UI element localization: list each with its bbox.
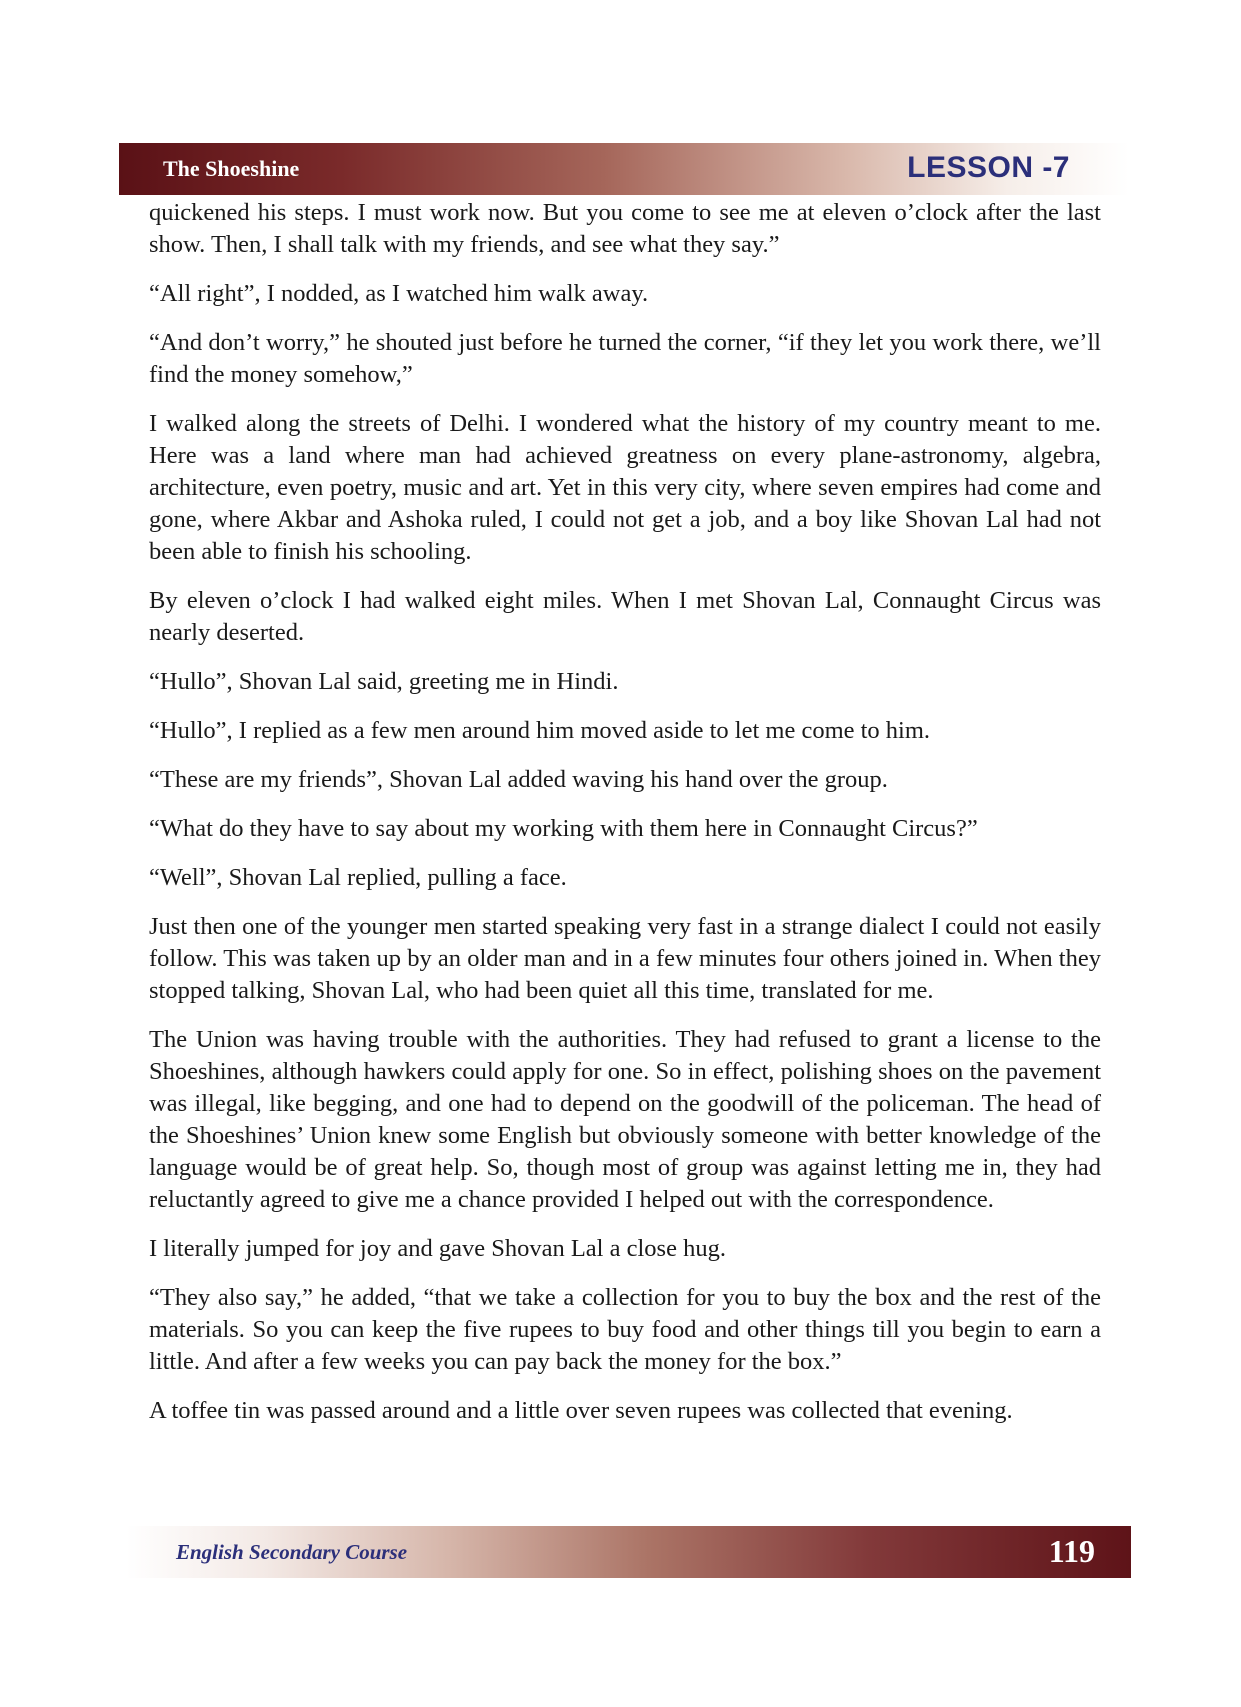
paragraph: I walked along the streets of Delhi. I wondered what the history of my country meant to me. Here was a land where man had achieved greatness on every plane-astronomy, algebra, architecture, even poetry, music and art. Yet in this very city, where seven empires had come and gone, where Akbar and Ashoka ruled, I could not get a job, and a boy like Shovan Lal had not been able to finish his schooling. — [149, 410, 1101, 565]
paragraph: “Well”, Shovan Lal replied, pulling a face. — [149, 864, 567, 891]
paragraph: “Hullo”, Shovan Lal said, greeting me in Hindi. — [149, 668, 619, 695]
paragraph: I literally jumped for joy and gave Shovan Lal a close hug. — [149, 1235, 726, 1262]
course-title: English Secondary Course — [176, 1540, 408, 1564]
paragraph: “These are my friends”, Shovan Lal added waving his hand over the group. — [149, 766, 888, 793]
paragraph: “And don’t worry,” he shouted just before he turned the corner, “if they let you work there, we’ll find the money somehow,” — [149, 329, 1101, 388]
chapter-title: The Shoeshine — [163, 156, 300, 181]
paragraph: “All right”, I nodded, as I watched him walk away. — [149, 280, 649, 307]
paragraph: A toffee tin was passed around and a little over seven rupees was collected that evening. — [149, 1397, 1013, 1424]
lesson-label: LESSON -7 — [907, 151, 1070, 184]
paragraph: By eleven o’clock I had walked eight miles. When I met Shovan Lal, Connaught Circus was nearly deserted. — [149, 587, 1101, 646]
paragraph: “They also say,” he added, “that we take a collection for you to buy the box and the rest of the materials. So you can keep the five rupees to buy food and other things till you begin to earn a little. And after a few weeks you can pay back the money for the box.” — [149, 1284, 1101, 1375]
body-text — [149, 197, 1101, 1444]
paragraph: “What do they have to say about my working with them here in Connaught Circus?” — [149, 815, 978, 842]
paragraph: quickened his steps. I must work now. But you come to see me at eleven o’clock after the last show. Then, I shall talk with my friends, and see what they say.” — [149, 199, 1101, 258]
paragraph: Just then one of the younger men started speaking very fast in a strange dialect I could not easily follow. This was taken up by an older man and in a few minutes four others joined in. When they stopped talking, Shovan Lal, who had been quiet all this time, translated for me. — [149, 913, 1101, 1004]
page-number: 119 — [1048, 1533, 1095, 1569]
page-header — [119, 143, 1129, 195]
paragraph: The Union was having trouble with the authorities. They had refused to grant a license to the Shoeshines, although hawkers could apply for one. So in effect, polishing shoes on the pavement was illegal, like begging, and one had to depend on the goodwill of the policeman. The head of the Shoeshines’ Union knew some English but obviously someone with better knowledge of the language would be of great help. So, though most of group was against letting me in, they had reluctantly agreed to give me a chance provided I helped out with the correspondence. — [149, 1026, 1101, 1213]
paragraph: “Hullo”, I replied as a few men around him moved aside to let me come to him. — [149, 717, 931, 744]
page-footer — [126, 1526, 1131, 1578]
